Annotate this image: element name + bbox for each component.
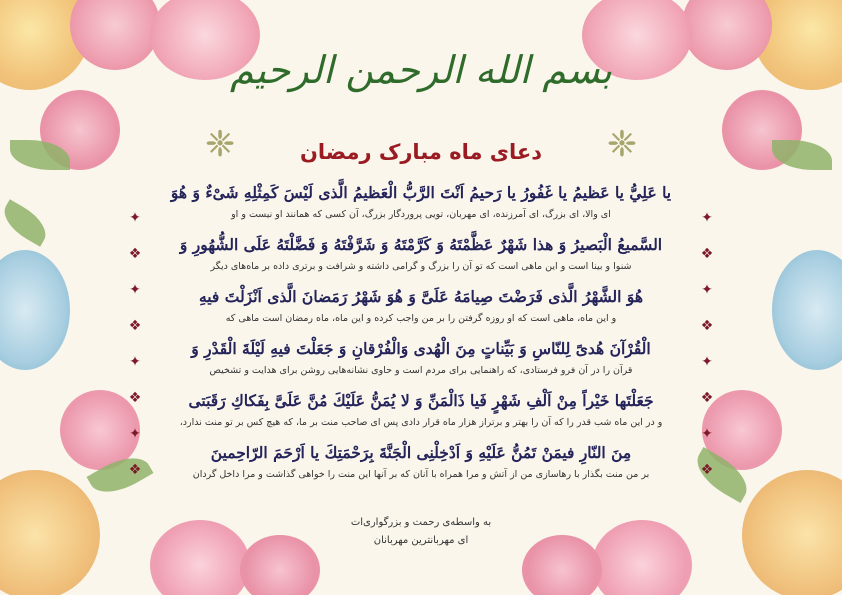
page-title: دعای ماه مبارک رمضان — [299, 140, 543, 164]
arabic-line: هُوَ الشَّهْرُ الَّذى فَرَضْتَ صِيامَهُ عَلَىَّ وَ هُوَ شَهْرُ رَمَضانَ الَّذى اَنْزَلْتَ فيهِ — [198, 287, 644, 306]
closing-line: ای مهربانترین مهربانان — [373, 535, 469, 546]
flower-decoration — [0, 250, 70, 370]
left-chain-ornament: ✦ ❖ ✦ ❖ ✦ ❖ ✦ ❖ — [128, 210, 142, 478]
flower-decoration — [772, 250, 842, 370]
translation-line: و در این ماه شب قدر را که آن را بهتر و برتراز هزار ماه قرار دادی پس ای صاحب منت بر ما، که هیچ کس بر تو منت ندارد، — [179, 417, 663, 428]
translation-line: ای والا، ای بزرگ، ای آمرزنده، ای مهربان، تویی پروردگار بزرگ، آن کسی که همانند او نیست و او — [231, 209, 611, 220]
closing-text — [0, 514, 842, 550]
ornament-left: ❈ — [205, 124, 236, 165]
right-chain-ornament: ✦ ❖ ✦ ❖ ✦ ❖ ✦ ❖ — [700, 210, 714, 478]
ornament-right: ❈ — [606, 124, 637, 165]
arabic-line: جَعَلْتَها خَيْراً مِنْ اَلْفِ شَهْرٍ فَيا ذَالْمَنِّ وَ لا يُمَنُّ عَلَيْكَ مُنَّ عَلَىَّ بِفَكاكِ رَقَبَتى — [188, 391, 654, 410]
translation-line: شنوا و بینا است و این ماهی است که تو آن را بزرگ و گرامی داشته و شرافت و برتری داده بر ماه‌های دیگر — [210, 261, 632, 272]
arabic-line: السَّميعُ الْبَصيرُ وَ هذا شَهْرٌ عَظَّمْتَهُ وَ كَرَّمْتَهُ وَ شَرَّفْتَهُ وَ فَضَّلْتَهُ عَلَى الشُّهُورِ وَ — [179, 235, 663, 254]
leaf-decoration — [0, 199, 53, 247]
prayer-text — [150, 180, 692, 492]
translation-line: بر من منت بگذار با رهاسازی من از آتش و مرا همراه با آنان که بر آنها این منت را خواهی گذاشت و مرا داخل گردان — [192, 469, 650, 480]
arabic-line: يا عَلِيُّ يا عَظيمُ يا غَفُورُ يا رَحيمُ اَنْتَ الرَّبُّ الْعَظيمُ الَّذى لَيْسَ كَمِثْلِهِ شَىْءٌ وَ هُوَ — [170, 183, 672, 202]
translation-line: و این ماه، ماهی است که او روزه گرفتن را بر من واجب کرده و این ماه، ماه رمضان است ماهی که — [225, 313, 617, 324]
closing-line: به واسطه‌ی رحمت و بزرگواری‌ات — [350, 517, 492, 528]
arabic-line: مِنَ النّارِ فيمَنْ تَمُنُّ عَلَيْهِ وَ اَدْخِلْنِى الْجَنَّةَ بِرَحْمَتِكَ يا اَرْحَمَ الرّاحِمينَ — [210, 443, 632, 462]
translation-line: قرآن را در آن فرو فرستادی، که راهنمایی برای مردم است و حاوی نشانه‌هایی روشن برای هدایت و تشخیص — [209, 365, 633, 376]
basmala-calligraphy: بسم الله الرحمن الرحیم — [230, 48, 612, 92]
arabic-line: الْقُرْآنَ هُدىً لِلنّاسِ وَ بَيِّناتٍ مِنَ الْهُدى وَالْفُرْقانِ وَ جَعَلْتَ فيهِ لَيْلَةَ الْقَدْرِ وَ — [191, 339, 651, 358]
